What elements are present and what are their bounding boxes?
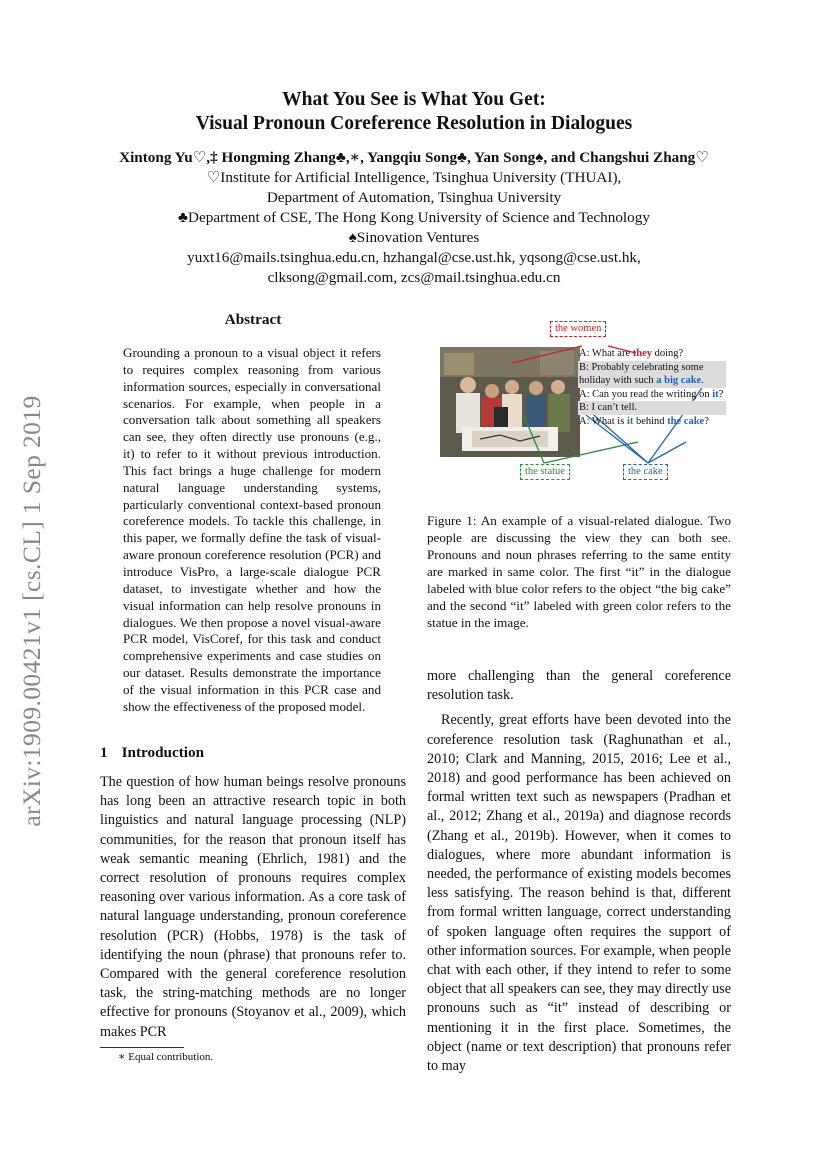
title-line-1: What You See is What You Get:	[282, 89, 546, 110]
right-column-text	[427, 667, 731, 1076]
paper-title	[0, 88, 828, 136]
dialogue-line-4: B: I can’t tell.	[578, 401, 726, 415]
dialogue	[578, 347, 726, 429]
author-block	[0, 148, 828, 288]
abstract-body: Grounding a pronoun to a visual object it refers to requires complex reasoning from various information sources, especially in conversational scenarios. For example, when people in a conversation talk about something all speakers can see, they often directly use pronouns (e.g., it) to refer to it without previous introduction. This fact brings a huge challenge for modern natural language understanding systems, particularly conventional context-based pronoun coreference models. To tackle this challenge, in this paper, we formally define the task of visual-aware pronoun coreference resolution (PCR) and introduce VisPro, a large-scale dialogue PCR dataset, to investigate whether and how the visual information can help resolve pronouns in dialogues. We then propose a novel visual-aware PCR model, VisCoref, for this task and conduct comprehensive experiments and case studies on our dataset. Results demonstrate the importance of the visual information in this PCR case and show the effectiveness of the proposed model.	[123, 345, 381, 714]
dialogue-line-2: B: Probably celebrating some holiday with such a big cake.	[578, 361, 726, 388]
right-paragraph-2: Recently, great efforts have been devoted into the coreference resolution task (Raghunathan et al., 2010; Clark and Manning, 2015, 2016; Lee et al., 2018) and good performance has been achieved on formal written text such as newspapers (Pradhan et al., 2012; Zhang et al., 2019a) and diagnose records (Zhang et al., 2019b). However, when it comes to dialogues, where more abundant information is needed, the performance of existing models becomes less satisfying. The reason behind is that, different from formal written language, correct understanding of spoken language often requires the support of other information sources. For example, when people chat with each other, if they intend to refer to some object that all speakers can see, they may directly use pronouns such as “it” instead of describing or mentioning it in the first place. Sometimes, the object (name or text description) that pronouns refer to may	[427, 712, 731, 1075]
affiliation-4: ♠Sinovation Ventures	[348, 229, 480, 246]
footnote: ∗ Equal contribution.	[118, 1051, 214, 1063]
section-heading	[100, 744, 204, 762]
footnote-rule	[100, 1047, 184, 1048]
affiliation-1: ♡Institute for Artificial Intelligence, Tsinghua University (THUAI),	[206, 169, 622, 186]
dialogue-line-3: A: Can you read the writing on it?	[579, 388, 724, 400]
right-paragraph-1: more challenging than the general coreference resolution task.	[427, 668, 731, 704]
arxiv-stamp-text: arXiv:1909.00421v1 [cs.CL] 1 Sep 2019	[17, 395, 46, 827]
label-the-statue: the statue	[520, 464, 570, 480]
emails-1: yuxt16@mails.tsinghua.edu.cn, hzhangal@cse.ust.hk, yqsong@cse.ust.hk,	[187, 249, 641, 266]
abstract-heading: Abstract	[224, 311, 282, 328]
arxiv-stamp	[12, 376, 52, 846]
figure-1	[432, 318, 732, 494]
section-title: Introduction	[121, 744, 205, 761]
intro-paragraph: The question of how human beings resolve pronouns has long been an attractive research topic in both linguistics and natural language processing (NLP) communities, for the reason that pronoun itself has weak semantic meaning (Ehrlich, 1981) and the correct resolution of pronouns requires complex reasoning over various information. As a core task of natural language understanding, pronoun coreference resolution (PCR) (Hobbs, 1978) is the task of identifying the noun (phrase) that pronouns refer to. Compared with the general coreference resolution task, the string-matching methods are no longer effective for pronouns (Stoyanov et al., 2009), which makes PCR	[100, 774, 406, 1040]
section-number: 1	[100, 744, 108, 761]
dialogue-line-1: A: What are they doing?	[579, 348, 684, 359]
figure-caption: Figure 1: An example of a visual-related dialogue. Two people are discussing the view they can both see. Pronouns and noun phrases referring to the same entity are marked in same color. The first “it” in the dialogue labeled with blue color refers to the object “the big cake” and the second “it” labeled with green color refers to the statue in the image.	[427, 513, 731, 630]
title-line-2: Visual Pronoun Coreference Resolution in Dialogues	[195, 113, 633, 134]
label-the-women: the women	[550, 321, 606, 337]
author-names: Xintong Yu♡,‡ Hongming Zhang♣,∗, Yangqiu Song♣, Yan Song♠, and Changshui Zhang♡	[119, 149, 709, 166]
label-the-cake: the cake	[623, 464, 668, 480]
affiliation-3: ♣Department of CSE, The Hong Kong University of Science and Technology	[178, 209, 650, 226]
emails-2: clksong@gmail.com, zcs@mail.tsinghua.edu.cn	[267, 269, 561, 286]
affiliation-2: Department of Automation, Tsinghua University	[266, 189, 562, 206]
dialogue-line-5: A: What is it behind the cake?	[579, 415, 709, 427]
